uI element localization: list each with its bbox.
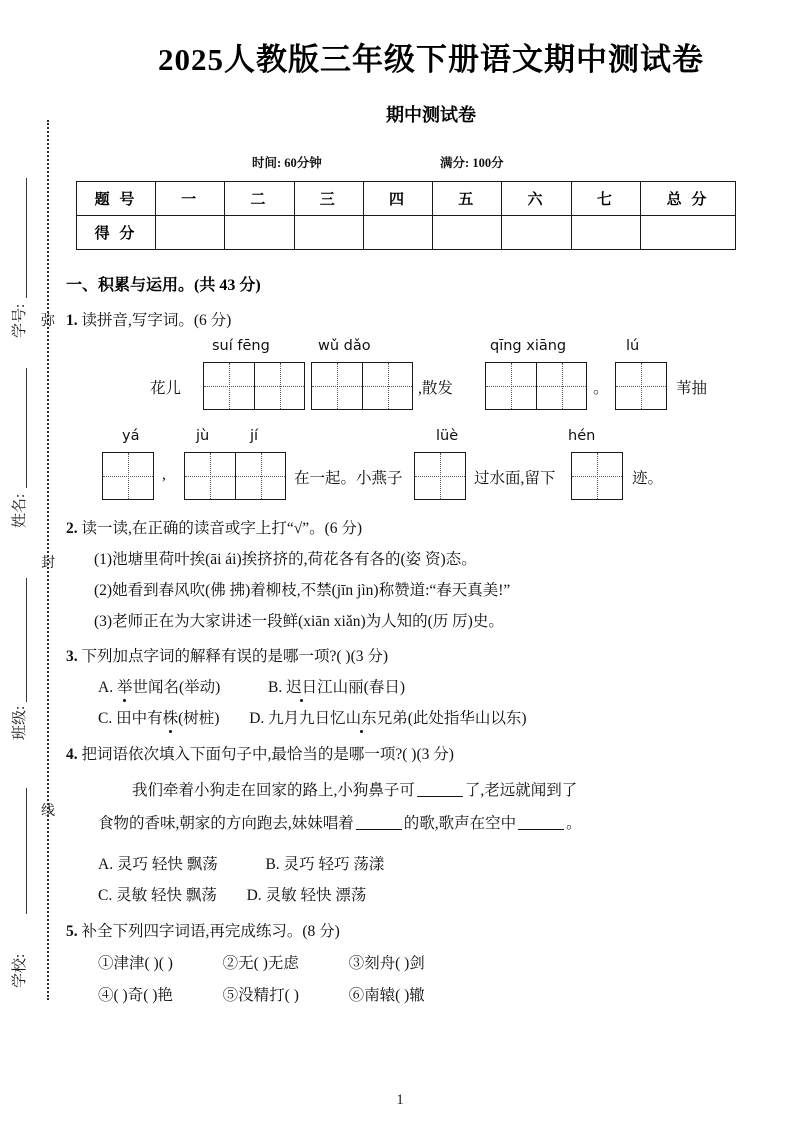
score-cell-3[interactable] (294, 216, 363, 250)
question-5-idiom-row-1 (98, 951, 800, 973)
score-cell-7[interactable] (571, 216, 640, 250)
writing-box-group-2[interactable] (311, 362, 413, 410)
writing-box-group-1[interactable] (203, 362, 305, 410)
option-label-b: B. (265, 856, 280, 873)
option-d-pre: 九月九日忆 (268, 710, 346, 727)
idiom-item-2[interactable]: ②无( )无虑 (222, 955, 299, 972)
question-1-text: 读拼音,写字词。(6 分) (81, 312, 232, 329)
pinyin-lu: lú (626, 338, 640, 354)
question-3-text: 下列加点字词的解释有误的是哪一项?( )(3 分) (81, 648, 389, 665)
score-table-col-7: 七 (571, 182, 640, 216)
writing-box-group-3[interactable] (485, 362, 587, 410)
seal-char-mi: 弥 (41, 314, 55, 329)
option-c-dotted: 株 (163, 706, 179, 728)
question-3-option-d[interactable] (249, 706, 526, 728)
seal-char-xian: 线 (41, 804, 55, 819)
writing-cell[interactable] (616, 363, 666, 409)
writing-cell[interactable] (362, 363, 412, 409)
seal-rule-1 (26, 178, 27, 298)
section-title-1: 一、积累与运用。(共 43 分) (66, 277, 261, 294)
question-5-stem (66, 919, 800, 941)
question-4-options-row-1 (98, 852, 800, 874)
option-a-post: 世闻名(举动) (132, 679, 221, 696)
writing-cell[interactable] (204, 363, 254, 409)
paper-title: 2025人教版三年级下册语文期中测试卷 (158, 42, 704, 77)
q1-row1-text-3: 。 (593, 380, 609, 397)
q1-row1-lead-text: 花儿 (150, 380, 182, 397)
writing-box-group-5[interactable] (102, 452, 154, 500)
question-2-item-3[interactable]: (3)老师正在为大家讲述一段鲜(xiān xiǎn)为人知的(历 厉)史。 (94, 613, 504, 630)
question-2-text: 读一读,在正确的读音或字上打“√”。(6 分) (81, 520, 363, 537)
question-4-option-c[interactable] (98, 883, 217, 905)
table-row-question-numbers (77, 182, 736, 216)
q1-row1-boxes (66, 360, 800, 414)
exam-page (62, 0, 800, 1131)
pinyin-lve: lüè (436, 428, 459, 444)
seal-margin (0, 0, 62, 1131)
pinyin-wu-dao: wǔ dǎo (318, 338, 371, 354)
question-3-option-a[interactable] (98, 675, 220, 697)
seal-field-student-id: 学号: (12, 303, 28, 338)
option-c-pre: 田中有 (116, 710, 163, 727)
question-4-passage-line-2 (98, 807, 738, 840)
q1-row2-boxes (66, 450, 800, 504)
idiom-item-6[interactable]: ⑥南辕( )辙 (348, 987, 425, 1004)
writing-box-group-7[interactable] (414, 452, 466, 500)
table-row-scores (77, 216, 736, 250)
writing-cell[interactable] (536, 363, 586, 409)
question-3-options-row-2 (98, 706, 800, 728)
seal-rule-2 (26, 368, 27, 488)
q1-row1-pinyin (66, 338, 800, 360)
question-3-stem (66, 644, 800, 666)
question-2-number: 2. (66, 520, 78, 537)
pinyin-ji: jí (250, 428, 259, 444)
seal-rule-4 (26, 788, 27, 914)
score-table-col-6: 六 (502, 182, 571, 216)
q1-row1-text-2: ,散发 (418, 380, 453, 397)
page-number: 1 (396, 1092, 404, 1108)
score-table-col-1: 一 (156, 182, 225, 216)
writing-cell[interactable] (312, 363, 362, 409)
score-table-col-2: 二 (225, 182, 294, 216)
question-4-number: 4. (66, 746, 78, 763)
pinyin-ya: yá (122, 428, 140, 444)
question-4-option-b[interactable] (265, 852, 384, 874)
idiom-item-1[interactable]: ①津津( )( ) (98, 955, 173, 972)
question-5-number: 5. (66, 923, 78, 940)
question-3-number: 3. (66, 648, 78, 665)
option-label-a: A. (98, 856, 114, 873)
seal-char-feng: 封 (41, 556, 55, 571)
score-cell-total[interactable] (641, 216, 736, 250)
writing-cell[interactable] (415, 453, 465, 499)
question-5-idiom-row-2 (98, 983, 800, 1005)
option-b-dotted: 迟日 (286, 675, 317, 697)
question-4-stem (66, 742, 800, 764)
question-4-text: 把词语依次填入下面句子中,最恰当的是哪一项?( )(3 分) (81, 746, 454, 763)
idiom-item-3[interactable]: ③刻舟( )剑 (348, 955, 425, 972)
seal-field-school: 学校: (12, 953, 28, 988)
question-2-item-1[interactable]: (1)池塘里荷叶挨(āi ái)挨挤挤的,荷花各有各的(姿 资)态。 (94, 551, 477, 568)
q1-row2-pinyin (66, 428, 800, 450)
writing-cell[interactable] (185, 453, 235, 499)
answer-blank-3[interactable] (518, 829, 564, 830)
q1-row2-text-3: 过水面,留下 (474, 470, 556, 487)
passage-text-2a: 食物的香味,朝家的方向跑去,妹妹唱着 (98, 815, 354, 832)
pinyin-hen: hén (568, 428, 596, 444)
score-table-col-total: 总 分 (641, 182, 736, 216)
answer-blank-2[interactable] (356, 829, 402, 830)
score-cell-4[interactable] (363, 216, 432, 250)
q1-row2-text-2: 在一起。小燕子 (294, 470, 403, 487)
option-c-text: 灵敏 轻快 飘荡 (116, 887, 217, 904)
score-cell-5[interactable] (433, 216, 502, 250)
score-table-label-score: 得 分 (77, 216, 156, 250)
question-1-number: 1. (66, 312, 78, 329)
writing-cell[interactable] (254, 363, 304, 409)
question-4-options-row-2 (98, 883, 800, 905)
question-2-item-2[interactable]: (2)她看到春风吹(佛 拂)着柳枝,不禁(jīn jìn)称赞道:“春天真美!” (94, 582, 511, 599)
question-1-stem (66, 308, 800, 330)
writing-cell[interactable] (572, 453, 622, 499)
idiom-item-4[interactable]: ④( )奇( )艳 (98, 987, 173, 1004)
seal-field-name: 姓名: (12, 493, 28, 528)
passage-text-2b: 的歌,歌声在空中 (403, 815, 517, 832)
score-table-col-3: 三 (294, 182, 363, 216)
writing-cell[interactable] (235, 453, 285, 499)
passage-text-1a: 我们牵着小狗走在回家的路上,小狗鼻子可 (132, 782, 415, 799)
option-b-text: 灵巧 轻巧 荡漾 (283, 856, 385, 873)
question-2-stem (66, 516, 800, 538)
option-label-c: C. (98, 887, 113, 904)
score-cell-1[interactable] (156, 216, 225, 250)
option-label-a: A. (98, 679, 114, 696)
option-label-d: D. (249, 710, 265, 727)
score-cell-6[interactable] (502, 216, 571, 250)
writing-box-group-6[interactable] (184, 452, 286, 500)
option-label-b: B. (268, 679, 283, 696)
question-3-option-c[interactable] (98, 706, 219, 728)
pinyin-sui-feng: suí fēng (212, 338, 270, 354)
idiom-item-5[interactable]: ⑤没精打( ) (222, 987, 299, 1004)
option-d-dotted: 山东 (346, 706, 377, 728)
question-4-passage-line-1 (98, 774, 738, 807)
answer-blank-1[interactable] (417, 796, 463, 797)
score-table-label-question: 题 号 (77, 182, 156, 216)
exam-meta-row (62, 153, 800, 171)
question-3-option-b[interactable] (268, 675, 405, 697)
writing-cell[interactable] (486, 363, 536, 409)
score-table-col-4: 四 (363, 182, 432, 216)
option-a-text: 灵巧 轻快 飘荡 (116, 856, 218, 873)
option-c-post: (树桩) (178, 710, 220, 727)
option-a-dotted: 举 (117, 675, 133, 697)
q1-row2-text-1: , (162, 466, 166, 483)
writing-cell[interactable] (103, 453, 153, 499)
pinyin-ju: jù (196, 428, 210, 444)
score-table (76, 181, 736, 250)
question-5-text: 补全下列四字词语,再完成练习。(8 分) (81, 923, 340, 940)
option-label-c: C. (98, 710, 113, 727)
paper-subtitle: 期中测试卷 (386, 105, 476, 125)
pinyin-qing-xiang: qīng xiāng (490, 338, 567, 354)
option-b-post: 江山丽(春日) (317, 679, 405, 696)
exam-time: 时间: 60分钟 (252, 156, 322, 170)
passage-text-1b: 了,老远就闻到了 (464, 782, 578, 799)
option-d-text: 灵敏 轻快 漂荡 (265, 887, 367, 904)
seal-rule-3 (26, 578, 27, 702)
question-3-options-row-1 (98, 675, 800, 697)
option-label-d: D. (246, 887, 262, 904)
exam-full-score: 满分: 100分 (440, 156, 504, 170)
passage-text-2c: 。 (566, 815, 582, 832)
question-4-option-a[interactable] (98, 852, 218, 874)
writing-box-group-8[interactable] (571, 452, 623, 500)
score-cell-2[interactable] (225, 216, 294, 250)
writing-box-group-4[interactable] (615, 362, 667, 410)
question-4-option-d[interactable] (247, 883, 367, 905)
q1-row1-tail-text: 苇抽 (676, 380, 708, 397)
seal-field-class: 班级: (12, 705, 28, 740)
score-table-col-5: 五 (433, 182, 502, 216)
option-d-post: 兄弟(此处指华山以东) (376, 710, 527, 727)
q1-row2-text-4: 迹。 (632, 470, 664, 487)
